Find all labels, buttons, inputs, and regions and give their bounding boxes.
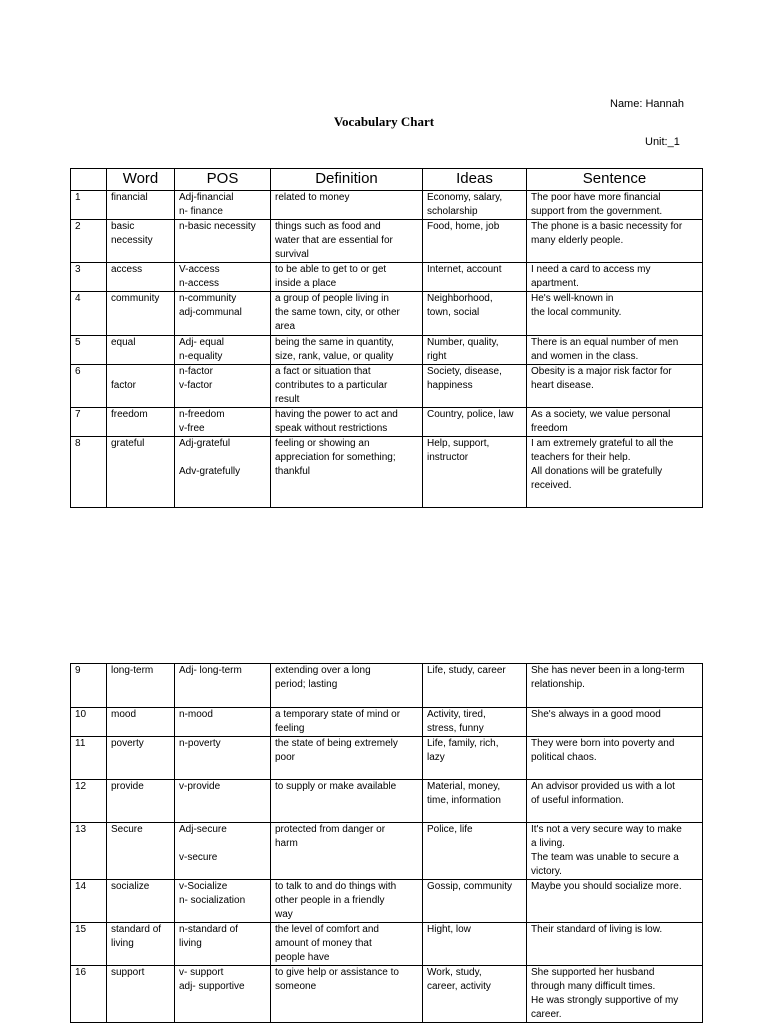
- cell-definition-line: way: [275, 909, 293, 920]
- cell-definition-line: poor: [275, 752, 296, 763]
- cell-word: [107, 263, 175, 292]
- cell-word-line: financial: [111, 192, 148, 203]
- cell-number: [71, 408, 107, 437]
- cell-word: [107, 823, 175, 880]
- cell-sentence: [527, 365, 703, 408]
- cell-definition-line: to talk to and do things with: [275, 881, 397, 892]
- cell-sentence: [527, 220, 703, 263]
- cell-definition-line: the state of being extremely: [275, 738, 398, 749]
- cell-pos: [175, 220, 271, 263]
- cell-definition: [271, 708, 423, 737]
- table-row: [71, 708, 703, 737]
- cell-sentence-line: relationship.: [531, 679, 585, 690]
- table-row: [71, 437, 703, 508]
- cell-definition-line: related to money: [275, 192, 350, 203]
- cell-pos-line: n-poverty: [179, 738, 221, 749]
- cell-definition-line: size, rank, value, or quality: [275, 351, 394, 362]
- cell-sentence-line: heart disease.: [531, 380, 594, 391]
- cell-sentence: [527, 780, 703, 823]
- cell-number-value: 7: [75, 409, 81, 420]
- cell-sentence: [527, 437, 703, 508]
- cell-ideas-line: happiness: [427, 380, 473, 391]
- cell-sentence-line: political chaos.: [531, 752, 597, 763]
- cell-sentence-line: Maybe you should socialize more.: [531, 881, 682, 892]
- table-header-row: [71, 169, 703, 191]
- cell-sentence: [527, 263, 703, 292]
- cell-sentence-line: received.: [531, 480, 572, 491]
- cell-sentence-line: teachers for their help.: [531, 452, 631, 463]
- cell-sentence-line: He was strongly supportive of my: [531, 995, 679, 1006]
- cell-ideas-line: Help, support,: [427, 438, 490, 449]
- cell-pos-line: adj-communal: [179, 307, 242, 318]
- cell-sentence-line: The poor have more financial: [531, 192, 661, 203]
- cell-definition-line: extending over a long: [275, 665, 371, 676]
- cell-pos-line: n-basic necessity: [179, 221, 256, 232]
- cell-word-line: equal: [111, 337, 136, 348]
- cell-pos-line: n-standard of: [179, 924, 238, 935]
- cell-ideas: [423, 923, 527, 966]
- cell-ideas-line: Hight, low: [427, 924, 471, 935]
- cell-number-value: 8: [75, 438, 81, 449]
- cell-pos: [175, 966, 271, 1023]
- cell-number: [71, 191, 107, 220]
- cell-sentence-line: a living.: [531, 838, 565, 849]
- cell-definition: [271, 780, 423, 823]
- cell-pos: [175, 437, 271, 508]
- cell-definition-line: area: [275, 321, 296, 332]
- cell-definition-line: speak without restrictions: [275, 423, 388, 434]
- table-row: [71, 923, 703, 966]
- cell-pos: [175, 880, 271, 923]
- cell-ideas-line: lazy: [427, 752, 445, 763]
- cell-pos-line: v-secure: [179, 852, 218, 863]
- cell-definition: [271, 737, 423, 780]
- cell-number: [71, 336, 107, 365]
- cell-ideas-line: Food, home, job: [427, 221, 500, 232]
- cell-pos-line: n-factor: [179, 366, 213, 377]
- cell-word-line: basic: [111, 221, 135, 232]
- cell-pos: [175, 823, 271, 880]
- header-sentence: Sentence: [527, 169, 703, 191]
- cell-ideas-line: time, information: [427, 795, 501, 806]
- cell-definition: [271, 191, 423, 220]
- cell-pos-line: Adj- long-term: [179, 665, 242, 676]
- cell-definition-line: a group of people living in: [275, 293, 389, 304]
- cell-ideas: [423, 437, 527, 508]
- cell-pos: [175, 408, 271, 437]
- cell-pos: [175, 263, 271, 292]
- cell-pos-line: Adj-grateful: [179, 438, 231, 449]
- cell-pos-line: adj- supportive: [179, 981, 245, 992]
- cell-ideas-line: career, activity: [427, 981, 491, 992]
- cell-number: [71, 780, 107, 823]
- cell-word-line: provide: [111, 781, 144, 792]
- cell-sentence-line: They were born into poverty and: [531, 738, 675, 749]
- table-row: [71, 966, 703, 1023]
- cell-ideas-line: scholarship: [427, 206, 478, 217]
- cell-word-line: Secure: [111, 824, 143, 835]
- cell-definition-line: a temporary state of mind or: [275, 709, 401, 720]
- cell-sentence-line: She's always in a good mood: [531, 709, 661, 720]
- cell-pos: [175, 664, 271, 708]
- cell-sentence: [527, 336, 703, 365]
- cell-number-value: 10: [75, 709, 87, 720]
- cell-definition: [271, 966, 423, 1023]
- cell-number-value: 3: [75, 264, 81, 275]
- cell-number-value: 6: [75, 366, 81, 377]
- cell-pos-line: Adj-financial: [179, 192, 234, 203]
- cell-pos-line: v- support: [179, 967, 224, 978]
- cell-word: [107, 437, 175, 508]
- cell-word: [107, 191, 175, 220]
- cell-sentence-line: There is an equal number of men: [531, 337, 679, 348]
- cell-ideas: [423, 737, 527, 780]
- cell-sentence-line: The team was unable to secure a: [531, 852, 679, 863]
- cell-sentence: [527, 966, 703, 1023]
- cell-sentence: [527, 292, 703, 336]
- cell-pos-line: [179, 451, 266, 465]
- cell-sentence: [527, 923, 703, 966]
- cell-ideas-line: Work, study,: [427, 967, 482, 978]
- cell-ideas-line: Society, disease,: [427, 366, 502, 377]
- cell-pos: [175, 780, 271, 823]
- cell-number: [71, 708, 107, 737]
- cell-number-value: 4: [75, 293, 81, 304]
- cell-definition-line: harm: [275, 838, 298, 849]
- cell-definition-line: to give help or assistance to: [275, 967, 399, 978]
- cell-ideas-line: Activity, tired,: [427, 709, 486, 720]
- cell-sentence-line: I am extremely grateful to all the: [531, 438, 674, 449]
- cell-number-value: 5: [75, 337, 81, 348]
- cell-pos-line: v-Socialize: [179, 881, 228, 892]
- cell-sentence-line: many elderly people.: [531, 235, 624, 246]
- cell-ideas-line: instructor: [427, 452, 469, 463]
- cell-sentence-line: All donations will be gratefully: [531, 466, 663, 477]
- cell-ideas: [423, 408, 527, 437]
- cell-definition-line: a fact or situation that: [275, 366, 371, 377]
- vocabulary-table-2: [70, 663, 703, 1023]
- table-row: [71, 408, 703, 437]
- cell-sentence-line: The phone is a basic necessity for: [531, 221, 683, 232]
- cell-ideas-line: right: [427, 351, 447, 362]
- cell-word: [107, 664, 175, 708]
- cell-number-value: 14: [75, 881, 87, 892]
- cell-number-value: 13: [75, 824, 87, 835]
- cell-number: [71, 880, 107, 923]
- cell-definition: [271, 336, 423, 365]
- cell-word-line: necessity: [111, 235, 153, 246]
- cell-sentence-line: support from the government.: [531, 206, 663, 217]
- cell-pos-line: Adv-gratefully: [179, 466, 241, 477]
- cell-word-line: access: [111, 264, 143, 275]
- cell-number-value: 2: [75, 221, 81, 232]
- cell-sentence-line: freedom: [531, 423, 568, 434]
- cell-number-value: 12: [75, 781, 87, 792]
- cell-sentence-line: She supported her husband: [531, 967, 655, 978]
- cell-ideas: [423, 823, 527, 880]
- header-pos: POS: [175, 169, 271, 191]
- table-row: [71, 292, 703, 336]
- cell-ideas-line: stress, funny: [427, 723, 484, 734]
- cell-number-value: 15: [75, 924, 87, 935]
- cell-number: [71, 220, 107, 263]
- cell-ideas: [423, 664, 527, 708]
- unit-label: Unit:_1: [645, 136, 680, 148]
- cell-pos-line: Adj- equal: [179, 337, 225, 348]
- cell-number-value: 9: [75, 665, 81, 676]
- cell-word-line: living: [111, 938, 134, 949]
- cell-pos-line: n- socialization: [179, 895, 246, 906]
- cell-ideas-line: Life, study, career: [427, 665, 506, 676]
- cell-pos-line: Adj-secure: [179, 824, 227, 835]
- cell-definition: [271, 220, 423, 263]
- cell-definition: [271, 437, 423, 508]
- table-row: [71, 336, 703, 365]
- cell-pos: [175, 336, 271, 365]
- cell-ideas: [423, 780, 527, 823]
- cell-number: [71, 737, 107, 780]
- cell-word: [107, 336, 175, 365]
- cell-pos-line: v-free: [179, 423, 205, 434]
- cell-definition-line: amount of money that: [275, 938, 372, 949]
- cell-number: [71, 966, 107, 1023]
- header-number: [71, 169, 107, 191]
- cell-word-line: poverty: [111, 738, 144, 749]
- cell-definition: [271, 263, 423, 292]
- cell-word: [107, 408, 175, 437]
- cell-sentence-line: He's well-known in: [531, 293, 614, 304]
- cell-sentence: [527, 737, 703, 780]
- cell-word-line: long-term: [111, 665, 154, 676]
- cell-definition-line: the level of comfort and: [275, 924, 379, 935]
- cell-word-line: support: [111, 967, 145, 978]
- cell-sentence: [527, 880, 703, 923]
- cell-ideas: [423, 708, 527, 737]
- cell-number: [71, 664, 107, 708]
- cell-word: [107, 780, 175, 823]
- cell-definition-line: things such as food and: [275, 221, 381, 232]
- cell-definition-line: feeling: [275, 723, 305, 734]
- cell-sentence-line: victory.: [531, 866, 562, 877]
- cell-definition-line: people have: [275, 952, 330, 963]
- cell-sentence-line: career.: [531, 1009, 562, 1020]
- cell-number: [71, 292, 107, 336]
- cell-definition-line: other people in a friendly: [275, 895, 385, 906]
- cell-sentence-line: As a society, we value personal: [531, 409, 671, 420]
- table-row: [71, 263, 703, 292]
- table-row: [71, 880, 703, 923]
- cell-definition-line: appreciation for something;: [275, 452, 396, 463]
- cell-ideas-line: Economy, salary,: [427, 192, 503, 203]
- cell-number: [71, 823, 107, 880]
- cell-ideas-line: Number, quality,: [427, 337, 499, 348]
- cell-ideas: [423, 966, 527, 1023]
- cell-ideas: [423, 336, 527, 365]
- cell-definition-line: to supply or make available: [275, 781, 397, 792]
- cell-sentence: [527, 664, 703, 708]
- cell-word: [107, 737, 175, 780]
- cell-pos: [175, 923, 271, 966]
- vocabulary-table-1: [70, 168, 703, 508]
- cell-word-line: mood: [111, 709, 137, 720]
- cell-word: [107, 966, 175, 1023]
- cell-pos-line: n-mood: [179, 709, 213, 720]
- cell-number-value: 16: [75, 967, 87, 978]
- header-ideas: Ideas: [423, 169, 527, 191]
- cell-word: [107, 365, 175, 408]
- table-row: [71, 823, 703, 880]
- cell-definition-line: contributes to a particular: [275, 380, 388, 391]
- cell-definition: [271, 408, 423, 437]
- cell-word-line: factor: [111, 380, 137, 391]
- cell-definition-line: period; lasting: [275, 679, 338, 690]
- cell-pos-line: living: [179, 938, 202, 949]
- cell-pos: [175, 292, 271, 336]
- page-title: Vocabulary Chart: [333, 114, 435, 129]
- cell-sentence: [527, 408, 703, 437]
- cell-number: [71, 923, 107, 966]
- cell-ideas-line: Police, life: [427, 824, 473, 835]
- cell-definition-line: feeling or showing an: [275, 438, 370, 449]
- cell-number-value: 1: [75, 192, 81, 203]
- cell-pos: [175, 737, 271, 780]
- table-row: [71, 780, 703, 823]
- cell-word-line: standard of: [111, 924, 162, 935]
- cell-definition-line: inside a place: [275, 278, 337, 289]
- cell-pos-line: v-factor: [179, 380, 213, 391]
- cell-pos: [175, 708, 271, 737]
- cell-ideas-line: Neighborhood,: [427, 293, 493, 304]
- cell-pos-line: [179, 837, 266, 851]
- table-row: [71, 737, 703, 780]
- cell-definition: [271, 880, 423, 923]
- cell-number: [71, 437, 107, 508]
- cell-pos: [175, 191, 271, 220]
- cell-word: [107, 220, 175, 263]
- cell-ideas-line: Internet, account: [427, 264, 502, 275]
- cell-pos-line: n-access: [179, 278, 220, 289]
- cell-sentence-line: She has never been in a long-term: [531, 665, 685, 676]
- table-row: [71, 220, 703, 263]
- cell-sentence-line: apartment.: [531, 278, 579, 289]
- cell-definition-line: protected from danger or: [275, 824, 386, 835]
- cell-sentence-line: the local community.: [531, 307, 622, 318]
- cell-sentence-line: Obesity is a major risk factor for: [531, 366, 672, 377]
- cell-definition: [271, 292, 423, 336]
- cell-ideas-line: Life, family, rich,: [427, 738, 499, 749]
- cell-sentence: [527, 708, 703, 737]
- cell-ideas-line: town, social: [427, 307, 480, 318]
- cell-pos-line: n- finance: [179, 206, 223, 217]
- cell-sentence-line: It's not a very secure way to make: [531, 824, 682, 835]
- table-row: [71, 365, 703, 408]
- cell-sentence-line: and women in the class.: [531, 351, 639, 362]
- cell-sentence-line: Their standard of living is low.: [531, 924, 663, 935]
- cell-ideas: [423, 365, 527, 408]
- cell-word: [107, 708, 175, 737]
- vocabulary-table-2-body: [71, 664, 703, 1023]
- cell-ideas: [423, 292, 527, 336]
- header-definition: Definition: [271, 169, 423, 191]
- cell-number: [71, 365, 107, 408]
- cell-definition-line: result: [275, 394, 300, 405]
- cell-definition-line: water that are essential for: [275, 235, 393, 246]
- cell-word: [107, 923, 175, 966]
- cell-sentence: [527, 823, 703, 880]
- cell-word-line: [111, 365, 170, 379]
- table-row: [71, 191, 703, 220]
- cell-word-line: grateful: [111, 438, 145, 449]
- cell-sentence-line: through many difficult times.: [531, 981, 656, 992]
- cell-ideas-line: Gossip, community: [427, 881, 513, 892]
- student-name: Name: Hannah: [610, 98, 684, 110]
- cell-ideas: [423, 263, 527, 292]
- cell-word: [107, 292, 175, 336]
- cell-pos-line: v-provide: [179, 781, 221, 792]
- cell-pos-line: n-freedom: [179, 409, 225, 420]
- cell-pos-line: V-access: [179, 264, 220, 275]
- cell-pos-line: n-community: [179, 293, 237, 304]
- cell-word: [107, 880, 175, 923]
- cell-word-line: community: [111, 293, 160, 304]
- cell-ideas: [423, 220, 527, 263]
- cell-pos: [175, 365, 271, 408]
- cell-definition: [271, 923, 423, 966]
- cell-definition-line: to be able to get to or get: [275, 264, 387, 275]
- cell-word-line: freedom: [111, 409, 148, 420]
- cell-sentence-line: I need a card to access my: [531, 264, 651, 275]
- cell-ideas: [423, 191, 527, 220]
- table-row: [71, 664, 703, 708]
- cell-definition-line: thankful: [275, 466, 311, 477]
- header-word: Word: [107, 169, 175, 191]
- cell-ideas-line: Country, police, law: [427, 409, 514, 420]
- cell-definition-line: being the same in quantity,: [275, 337, 394, 348]
- cell-definition-line: the same town, city, or other: [275, 307, 400, 318]
- cell-sentence: [527, 191, 703, 220]
- cell-word-line: socialize: [111, 881, 150, 892]
- cell-definition-line: having the power to act and: [275, 409, 398, 420]
- cell-ideas-line: Material, money,: [427, 781, 501, 792]
- cell-pos-line: n-equality: [179, 351, 223, 362]
- cell-number: [71, 263, 107, 292]
- vocabulary-table-1-body: [71, 191, 703, 508]
- cell-sentence-line: An advisor provided us with a lot: [531, 781, 675, 792]
- cell-ideas: [423, 880, 527, 923]
- cell-definition: [271, 365, 423, 408]
- cell-number-value: 11: [75, 738, 86, 749]
- cell-sentence-line: of useful information.: [531, 795, 624, 806]
- cell-definition: [271, 664, 423, 708]
- cell-definition-line: someone: [275, 981, 317, 992]
- cell-definition-line: survival: [275, 249, 309, 260]
- cell-definition: [271, 823, 423, 880]
